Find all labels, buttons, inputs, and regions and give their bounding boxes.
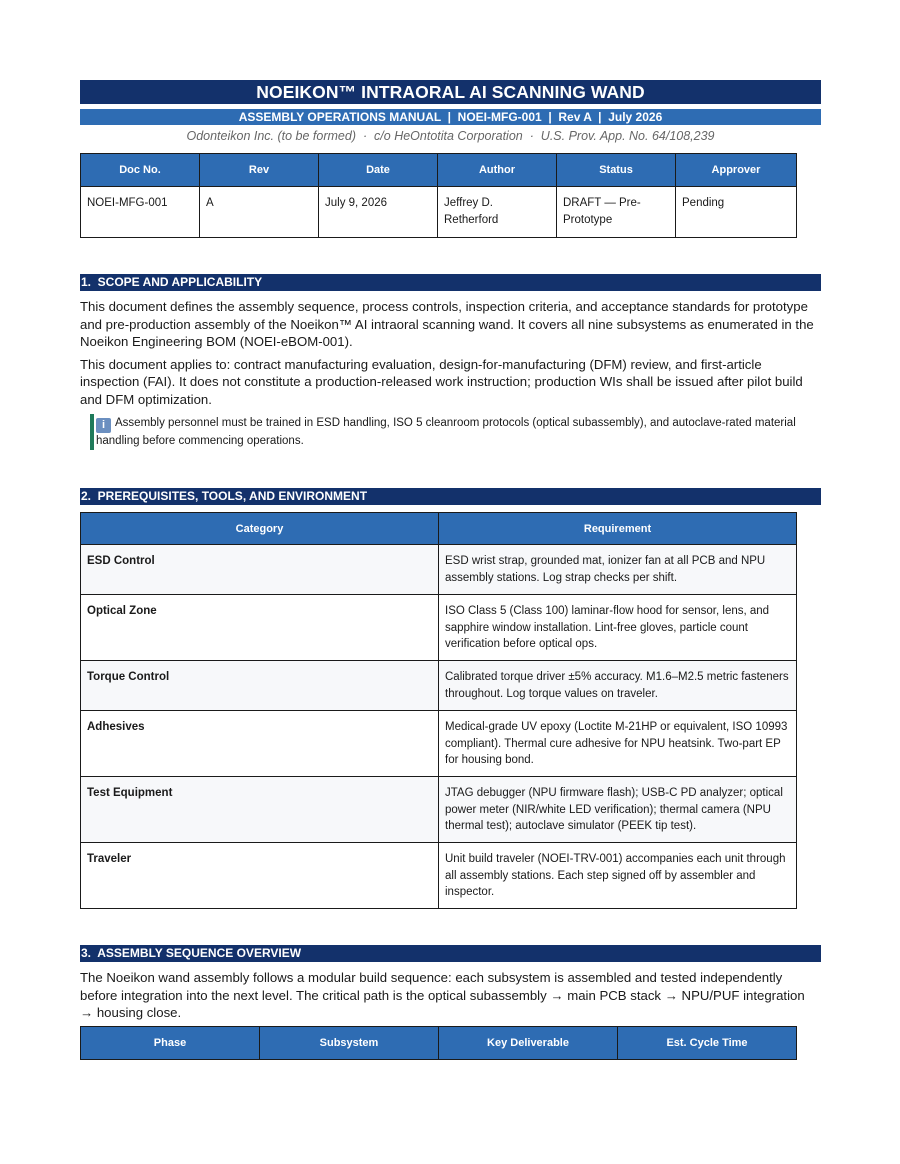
cell-author: Jeffrey D. Retherford [438, 187, 557, 238]
header-approver: Approver [676, 154, 797, 187]
document-title: NOEIKON™ INTRAORAL AI SCANNING WAND [80, 80, 821, 104]
requirement-cell: Medical-grade UV epoxy (Loctite M-21HP or equivalent, ISO 10993 compliant). Thermal cure adhesive for NPU heatsink. Two-part EP for housing bond. [439, 711, 797, 777]
document-control-table [80, 153, 797, 238]
table-header-row [81, 1026, 797, 1059]
table-row [81, 545, 797, 595]
document-page [80, 80, 821, 1060]
category-cell: ESD Control [81, 545, 439, 595]
requirement-cell: ISO Class 5 (Class 100) laminar-flow hood for sensor, lens, and sapphire window installation. Lint-free gloves, particle count verification before optical ops. [439, 595, 797, 661]
category-cell: Test Equipment [81, 777, 439, 843]
training-note-text: Assembly personnel must be trained in ESD handling, ISO 5 cleanroom protocols (optical subassembly), and autoclave-rated material handling before commencing operations. [96, 417, 796, 447]
header-date: Date [319, 154, 438, 187]
category-cell: Optical Zone [81, 595, 439, 661]
section-2-heading: 2. PREREQUISITES, TOOLS, AND ENVIRONMENT [80, 488, 821, 505]
section-1-paragraph-2: This document applies to: contract manufacturing evaluation, design-for-manufacturing (DFM) review, and first-article inspection (FAI). It does not constitute a production-released work instruction; production WIs shall be issued after pilot build and DFM optimization. [80, 356, 803, 407]
header-requirement: Requirement [439, 513, 797, 545]
cell-status: DRAFT — Pre-Prototype [557, 187, 676, 238]
header-author: Author [438, 154, 557, 187]
header-subsystem: Subsystem [260, 1026, 439, 1059]
info-icon: i [96, 418, 111, 433]
header-doc-no: Doc No. [81, 154, 200, 187]
table-header-row [81, 154, 797, 187]
organization-line: Odonteikon Inc. (to be formed) · c/o HeOntotita Corporation · U.S. Prov. App. No. 64/108,239 [186, 129, 715, 143]
section-1-heading: 1. SCOPE AND APPLICABILITY [80, 274, 821, 291]
cell-date: July 9, 2026 [319, 187, 438, 238]
assembly-phase-table [80, 1026, 797, 1060]
table-row [81, 711, 797, 777]
table-row [81, 661, 797, 711]
requirements-table [80, 512, 797, 909]
header-key-deliverable: Key Deliverable [439, 1026, 618, 1059]
requirement-cell: Calibrated torque driver ±5% accuracy. M1.6–M2.5 metric fasteners throughout. Log torque values on traveler. [439, 661, 797, 711]
cell-doc-no: NOEI-MFG-001 [81, 187, 200, 238]
header-phase: Phase [81, 1026, 260, 1059]
cell-rev: A [200, 187, 319, 238]
table-row [81, 777, 797, 843]
requirement-cell: Unit build traveler (NOEI-TRV-001) accompanies each unit through all assembly stations. Each step signed off by assembler and inspector. [439, 843, 797, 909]
section-1-paragraph-1: This document defines the assembly sequence, process controls, inspection criteria, and acceptance standards for prototype and pre-production assembly of the Noeikon™ AI intraoral scanning wand. It covers all nine subsystems as enumerated in the Noeikon Engineering BOM (NOEI-eBOM-001). [80, 299, 814, 349]
document-subtitle: ASSEMBLY OPERATIONS MANUAL | NOEI-MFG-001 | Rev A | July 2026 [80, 109, 821, 125]
table-row [81, 187, 797, 238]
category-cell: Torque Control [81, 661, 439, 711]
header-status: Status [557, 154, 676, 187]
header-cycle-time: Est. Cycle Time [618, 1026, 797, 1059]
training-note [90, 414, 821, 450]
category-cell: Adhesives [81, 711, 439, 777]
section-3-heading: 3. ASSEMBLY SEQUENCE OVERVIEW [80, 945, 821, 962]
section-3-paragraph-1: The Noeikon wand assembly follows a modular build sequence: each subsystem is assembled and tested independently before integration into the next level. The critical path is the optical subassembly → main PCB stack → NPU/PUF integration → housing close. [80, 970, 805, 1020]
header-rev: Rev [200, 154, 319, 187]
category-cell: Traveler [81, 843, 439, 909]
table-header-row [81, 513, 797, 545]
requirement-cell: JTAG debugger (NPU firmware flash); USB-C PD analyzer; optical power meter (NIR/white LED verification); thermal camera (NPU thermal test); autoclave simulator (PEEK tip test). [439, 777, 797, 843]
table-row [81, 595, 797, 661]
cell-approver: Pending [676, 187, 797, 238]
table-row [81, 843, 797, 909]
header-category: Category [81, 513, 439, 545]
requirement-cell: ESD wrist strap, grounded mat, ionizer fan at all PCB and NPU assembly stations. Log strap checks per shift. [439, 545, 797, 595]
